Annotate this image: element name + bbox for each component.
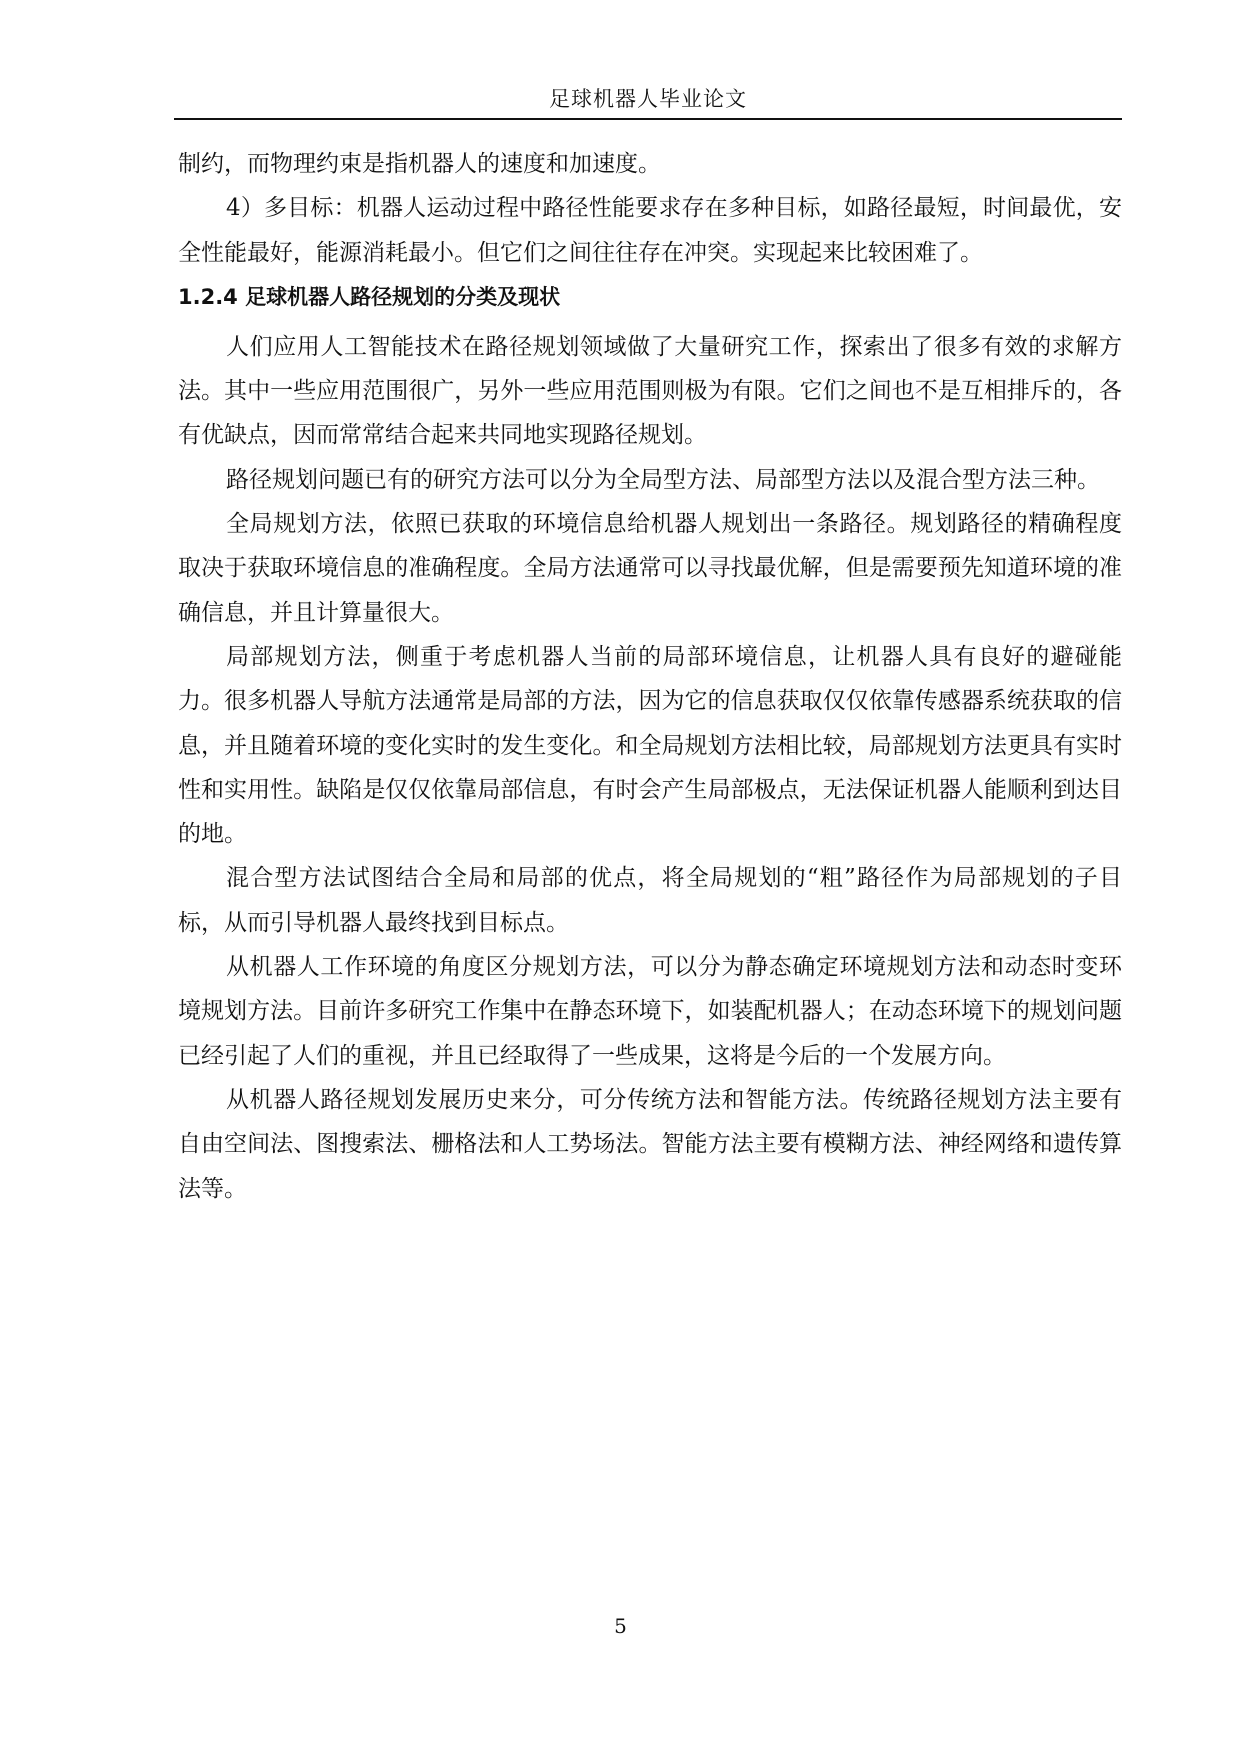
paragraph-multi-objective: 4）多目标：机器人运动过程中路径性能要求存在多种目标，如路径最短，时间最优，安全性能最好，能源消耗最小。但它们之间往往存在冲突。实现起来比较困难了。 [178,195,1122,266]
paragraph: 从机器人路径规划发展历史来分，可分传统方法和智能方法。传统路径规划方法主要有自由空间法、图搜索法、栅格法和人工势场法。智能方法主要有模糊方法、神经网络和遗传算法等。 [178,1086,1122,1202]
page-number: 5 [614,1614,627,1638]
paragraph: 从机器人工作环境的角度区分规划方法，可以分为静态确定环境规划方法和动态时变环境规划方法。目前许多研究工作集中在静态环境下，如装配机器人；在动态环境下的规划问题已经引起了人们的重视，并且已经取得了一些成果，这将是今后的一个发展方向。 [178,954,1122,1069]
paragraph: 人们应用人工智能技术在路径规划领域做了大量研究工作，探索出了很多有效的求解方法。其中一些应用范围很广，另外一些应用范围则极为有限。它们之间也不是互相排斥的，各有优缺点，因而常常结合起来共同地实现路径规划。 [178,333,1122,449]
running-header: 足球机器人毕业论文 [549,87,747,111]
paragraph: 全局规划方法，依照已获取的环境信息给机器人规划出一条路径。规划路径的精确程度取决于获取环境信息的准确程度。全局方法通常可以寻找最优解，但是需要预先知道环境的准确信息，并且计算量很大。 [178,511,1122,626]
paragraph: 局部规划方法，侧重于考虑机器人当前的局部环境信息，让机器人具有良好的避碰能力。很多机器人导航方法通常是局部的方法，因为它的信息获取仅仅依靠传感器系统获取的信息，并且随着环境的变化实时的发生变化。和全局规划方法相比较，局部规划方法更具有实时性和实用性。缺陷是仅仅依靠局部信息，有时会产生局部极点，无法保证机器人能顺利到达目的地。 [178,643,1122,848]
page-body [178,142,1122,1211]
section-heading: 1.2.4 足球机器人路径规划的分类及现状 [178,284,561,309]
paragraph: 路径规划问题已有的研究方法可以分为全局型方法、局部型方法以及混合型方法三种。 [226,466,1100,493]
paragraph-continued: 制约，而物理约束是指机器人的速度和加速度。 [178,151,661,177]
paragraph: 混合型方法试图结合全局和局部的优点，将全局规划的“粗”路径作为局部规划的子目标，从而引导机器人最终找到目标点。 [178,865,1122,936]
header-divider [174,118,1122,120]
